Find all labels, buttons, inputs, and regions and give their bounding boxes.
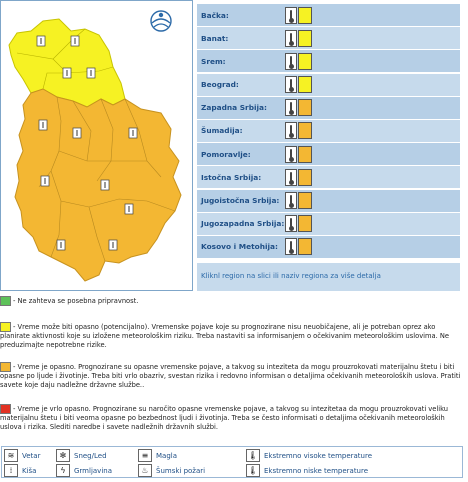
key-forest-fire [138, 463, 205, 478]
thermometer-icon [285, 146, 297, 163]
region-warning-icons [285, 76, 312, 93]
key-cold [246, 463, 368, 478]
thermometer-icon [285, 192, 297, 209]
region-row[interactable] [197, 120, 460, 142]
legend-orange-text: - Vreme je opasno. Prognozirane su opasne vremenske pojave, a takvog su inteziteta da mogu prouzrokovati materijalnu štetu i biti opasne po ljude i životinje. Treba biti vrlo obazriv, svestan rizika i redovno informisan o detaljima očekivanih meteoroloških uslova. Pratiti savete koje daju nadležne državne službe.. [0, 363, 461, 390]
thermometer-icon [285, 53, 297, 70]
key-fog [138, 448, 177, 463]
serbia-map [1, 1, 194, 292]
warning-level-box [298, 99, 312, 116]
region-row[interactable] [197, 166, 460, 188]
region-name[interactable]: Zapadna Srbija: [201, 103, 268, 113]
region-name[interactable]: Pomoravlje: [201, 149, 251, 159]
key-rain-label: Kiša [22, 466, 37, 475]
key-fire-label: Šumski požari [156, 466, 206, 475]
warning-level-box [298, 122, 312, 139]
region-row[interactable] [197, 236, 460, 258]
warning-level-box [298, 146, 312, 163]
warning-level-box [298, 169, 312, 186]
region-row[interactable] [197, 143, 460, 165]
region-row[interactable] [197, 190, 460, 212]
key-fog-label: Magla [156, 451, 178, 460]
key-rain [4, 463, 36, 478]
thermometer-icon [285, 30, 297, 47]
thermometer-icon [285, 215, 297, 232]
legend-green [0, 296, 462, 306]
key-cold-label: Ekstremno niske temperature [264, 466, 369, 475]
region-warning-icons [285, 169, 312, 186]
region-row[interactable] [197, 50, 460, 72]
legend-yellow-text: - Vreme može biti opasno (potencijalno). Vremenske pojave koje su prognozirane nisu neuobičajene, ali je potreban oprez ako planirate aktivnosti koje su izložene meteorološkim riziku. Treba nastaviti sa informisanjem o očekivanim meteorološkim uslovima. Ne preduzimajte nepotrebne rizike. [0, 323, 449, 350]
key-wind-label: Vetar [22, 451, 41, 460]
region-hint: Kliknl region na slici ili naziv regiona za više detalja [197, 263, 460, 291]
thermometer-icon [285, 7, 297, 24]
region-warning-icons [285, 146, 312, 163]
lightning-icon: ϟ [56, 464, 70, 477]
rain-icon: ⁞ [4, 464, 18, 477]
legend-red [0, 404, 462, 432]
region-warning-icons [285, 238, 312, 255]
warning-level-box [298, 7, 312, 24]
warning-level-box [298, 238, 312, 255]
region-name[interactable]: Istočna Srbija: [201, 172, 262, 182]
region-warning-icons [285, 215, 312, 232]
region-list [197, 4, 460, 259]
fire-icon: ♨ [138, 464, 152, 477]
key-snow [56, 448, 107, 463]
region-name[interactable]: Beograd: [201, 80, 239, 90]
warning-map [0, 0, 193, 291]
region-row[interactable] [197, 4, 460, 26]
region-warning-icons [285, 99, 312, 116]
key-heat-label: Ekstremno visoke temperature [264, 451, 373, 460]
key-wind [4, 448, 40, 463]
thermometer-icon [285, 122, 297, 139]
yellow-swatch [0, 322, 11, 332]
region-row[interactable] [197, 74, 460, 96]
warning-level-box [298, 215, 312, 232]
region-map-north[interactable] [9, 19, 125, 107]
warning-level-box [298, 192, 312, 209]
key-heat [246, 448, 372, 463]
red-swatch [0, 404, 11, 414]
region-warning-icons [285, 122, 312, 139]
key-snow-label: Sneg/Led [74, 451, 107, 460]
region-row[interactable] [197, 213, 460, 235]
region-name[interactable]: Jugoistočna Srbija: [201, 196, 280, 205]
region-warning-icons [285, 192, 312, 209]
key-thunder-label: Grmljavina [74, 466, 112, 475]
thermometer-low-icon: 🌡 [247, 466, 259, 475]
region-name[interactable]: Kosovo i Metohija: [201, 242, 278, 252]
region-row[interactable] [197, 97, 460, 119]
warning-level-box [298, 53, 312, 70]
thermometer-icon [285, 238, 297, 255]
region-name[interactable]: Banat: [201, 33, 229, 43]
green-swatch [0, 296, 11, 306]
region-name[interactable]: Šumadija: [201, 126, 243, 136]
warning-level-box [298, 76, 312, 93]
region-row[interactable] [197, 27, 460, 49]
key-thunder [56, 463, 112, 478]
rhmz-logo-icon [151, 11, 171, 31]
region-warning-icons [285, 7, 312, 24]
snowflake-icon: ✻ [56, 449, 70, 462]
legend-green-text: - Ne zahteva se posebna pripravnost. [13, 297, 139, 305]
legend-orange [0, 362, 462, 390]
wind-icon: ≋ [4, 449, 18, 462]
region-name[interactable]: Srem: [201, 56, 226, 66]
thermometer-icon [285, 76, 297, 93]
orange-swatch [0, 362, 11, 372]
region-map-south[interactable] [15, 89, 181, 281]
legend-red-text: - Vreme je vrlo opasno. Prognozirane su naročito opasne vremenske pojave, a takvog su intezitetaa da mogu prouzrokovati veliku materijalnu štetu i biti veoma opasne po bezbednost ljudi i životinja. Treba se često informisati o detaljima očekivanih meteoroloških uslova i rizika. Slediti naredbe i savete nadležnih državnih službi. [0, 405, 449, 432]
region-name[interactable]: Jugozapadna Srbija: [201, 219, 285, 229]
thermometer-high-icon: 🌡 [247, 451, 259, 460]
thermometer-icon [285, 169, 297, 186]
icon-key [1, 446, 463, 478]
region-warning-icons [285, 30, 312, 47]
region-name[interactable]: Bačka: [201, 10, 229, 20]
warning-level-box [298, 30, 312, 47]
legend-yellow [0, 322, 462, 350]
thermometer-icon [285, 99, 297, 116]
fog-icon: ≡ [138, 449, 152, 462]
region-warning-icons [285, 53, 312, 70]
